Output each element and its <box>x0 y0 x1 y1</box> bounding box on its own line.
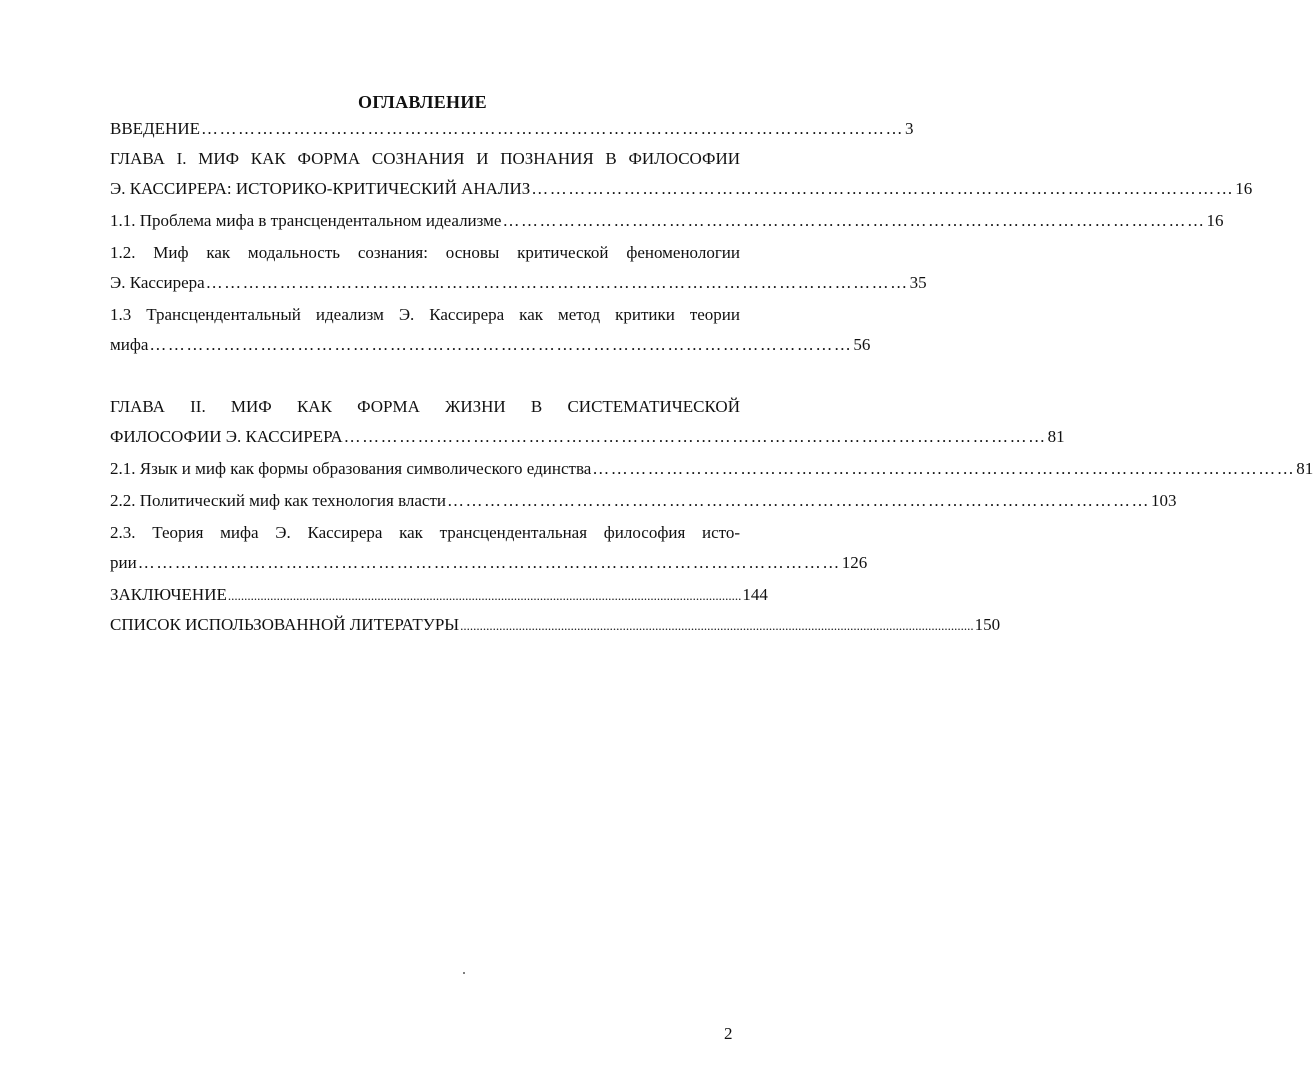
toc-entry-chapter-1-line-1[interactable]: ГЛАВА I. МИФ КАК ФОРМА СОЗНАНИЯ И ПОЗНАНИЯ В ФИЛОСОФИИ <box>110 149 740 168</box>
toc-entry-page: 16 <box>1206 211 1224 230</box>
toc-entry-references[interactable] <box>110 612 1001 638</box>
toc-entry-chapter-1-line-2[interactable] <box>110 176 1253 202</box>
dot-leader: …………………………………………………………………………………………………… <box>502 211 1206 230</box>
toc-entry-label: ЗАКЛЮЧЕНИЕ <box>110 585 227 604</box>
toc-entry-section-2-1[interactable] <box>110 456 1313 482</box>
scan-speck <box>463 972 465 974</box>
dot-leader: …………………………………………………………………………………………………… <box>200 119 904 138</box>
dot-leader: …………………………………………………………………………………………………… <box>592 459 1296 478</box>
dot-leader: …………………………………………………………………………………………………… <box>531 179 1235 198</box>
toc-title: ОГЛАВЛЕНИЕ <box>358 92 487 112</box>
toc-entry-section-2-3-line-1[interactable]: 2.3. Теория мифа Э. Кассирера как трансцендентальная философия исто- <box>110 523 740 542</box>
toc-entry-page: 103 <box>1151 491 1177 510</box>
toc-entry-page: 81 <box>1296 459 1313 478</box>
toc-entry-page: 16 <box>1235 179 1253 198</box>
toc-entry-section-2-2[interactable] <box>110 488 1177 514</box>
dot-leader: …………………………………………………………………………………………………… <box>343 427 1047 446</box>
toc-entry-page: 144 <box>742 585 768 604</box>
toc-entry-label: рии <box>110 553 137 572</box>
toc-entry-chapter-2-line-2[interactable] <box>110 424 1065 450</box>
toc-entry-label: Э. КАССИРЕРА: ИСТОРИКО-КРИТИЧЕСКИЙ АНАЛИЗ <box>110 179 531 198</box>
toc-entry-page: 3 <box>904 119 914 138</box>
toc-entry-label: мифа <box>110 335 149 354</box>
toc-entry-conclusion[interactable] <box>110 582 768 608</box>
page-number: 2 <box>724 1024 733 1043</box>
toc-entry-section-1-2-line-1[interactable]: 1.2. Миф как модальность сознания: основы критической феноменологии <box>110 243 740 262</box>
toc-entry-label: СПИСОК ИСПОЛЬЗОВАННОЙ ЛИТЕРАТУРЫ <box>110 615 460 634</box>
dot-leader: …………………………………………………………………………………………………… <box>447 491 1151 510</box>
dot-leader: .............................................................................................................................................................. <box>460 618 974 633</box>
toc-entry-label: 1.1. Проблема мифа в трансцендентальном идеализме <box>110 211 502 230</box>
dot-leader: …………………………………………………………………………………………………… <box>149 335 853 354</box>
toc-entry-introduction[interactable] <box>110 116 914 142</box>
toc-entry-section-2-3-line-2[interactable] <box>110 550 868 576</box>
toc-entry-section-1-3-line-1[interactable]: 1.3 Трансцендентальный идеализм Э. Кассирера как метод критики теории <box>110 305 740 324</box>
toc-entry-label: 2.2. Политический миф как технология власти <box>110 491 447 510</box>
toc-entry-label: 2.1. Язык и миф как формы образования символического единства <box>110 459 592 478</box>
toc-entry-label: ФИЛОСОФИИ Э. КАССИРЕРА <box>110 427 343 446</box>
toc-entry-page: 126 <box>841 553 868 572</box>
toc-entry-section-1-3-line-2[interactable] <box>110 332 871 358</box>
toc-entry-page: 150 <box>974 615 1001 634</box>
toc-entry-label: ВВЕДЕНИЕ <box>110 119 200 138</box>
toc-entry-section-1-2-line-2[interactable] <box>110 270 927 296</box>
toc-entry-page: 56 <box>853 335 871 354</box>
toc-entry-page: 35 <box>909 273 927 292</box>
dot-leader: …………………………………………………………………………………………………… <box>137 553 841 572</box>
toc-entry-label: Э. Кассирера <box>110 273 205 292</box>
toc-entry-page: 81 <box>1047 427 1065 446</box>
toc-entry-chapter-2-line-1[interactable]: ГЛАВА II. МИФ КАК ФОРМА ЖИЗНИ В СИСТЕМАТИЧЕСКОЙ <box>110 397 740 416</box>
dot-leader: …………………………………………………………………………………………………… <box>205 273 909 292</box>
dot-leader: .............................................................................................................................................................. <box>227 588 742 603</box>
toc-entry-section-1-1[interactable] <box>110 208 1224 234</box>
